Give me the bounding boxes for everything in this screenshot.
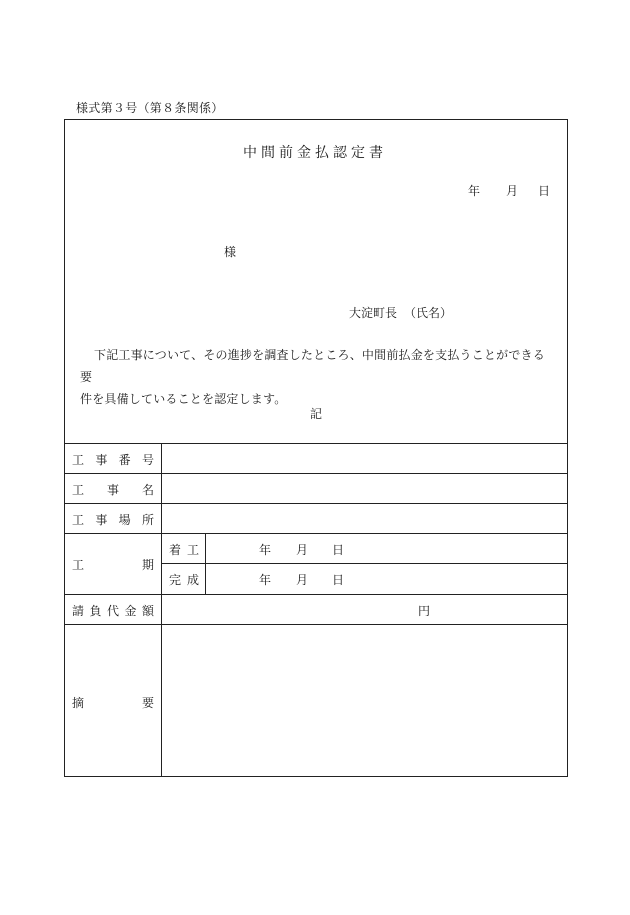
row-divider	[64, 533, 568, 534]
label-contract-amount: 請 負 代 金 額	[72, 604, 154, 618]
finish-month: 月	[296, 573, 309, 587]
ki-heading: 記	[310, 407, 323, 421]
label-construction-period: 工 期	[72, 558, 154, 572]
period-column-divider	[205, 533, 206, 594]
form-frame	[64, 119, 568, 777]
document-title: 中間前金払認定書	[243, 145, 387, 161]
row-divider	[64, 473, 568, 474]
label-remarks: 摘 要	[72, 696, 154, 710]
row-divider	[64, 624, 568, 625]
label-column-divider	[161, 443, 162, 777]
form-number-label: 様式第３号（第８条関係）	[76, 101, 224, 115]
start-month: 月	[296, 543, 309, 557]
certification-statement	[80, 344, 550, 410]
issuer-title: 大淀町長	[349, 306, 398, 320]
label-start: 着 工	[169, 543, 199, 557]
row-divider	[64, 503, 568, 504]
date-month-label: 月	[506, 184, 519, 198]
issuer-name: （氏名）	[404, 306, 453, 320]
statement-line-2: 件を具備していることを認定します。	[80, 392, 287, 406]
row-divider	[161, 563, 568, 564]
date-day-label: 日	[538, 184, 551, 198]
start-day: 日	[332, 543, 345, 557]
label-construction-number: 工 事 番 号	[72, 453, 154, 467]
yen-unit: 円	[418, 604, 431, 618]
finish-year: 年	[259, 573, 272, 587]
statement-line-1: 下記工事について、その進捗を調査したところ、中間前払金を支払うことができる要	[80, 348, 545, 384]
recipient-honorific: 様	[224, 245, 237, 259]
finish-day: 日	[332, 573, 345, 587]
label-construction-site: 工 事 場 所	[72, 513, 154, 527]
table-top-rule	[64, 443, 568, 444]
start-year: 年	[259, 543, 272, 557]
label-completion: 完 成	[169, 573, 199, 587]
label-construction-name: 工 事 名	[72, 483, 154, 497]
date-year-label: 年	[468, 184, 481, 198]
row-divider	[64, 594, 568, 595]
